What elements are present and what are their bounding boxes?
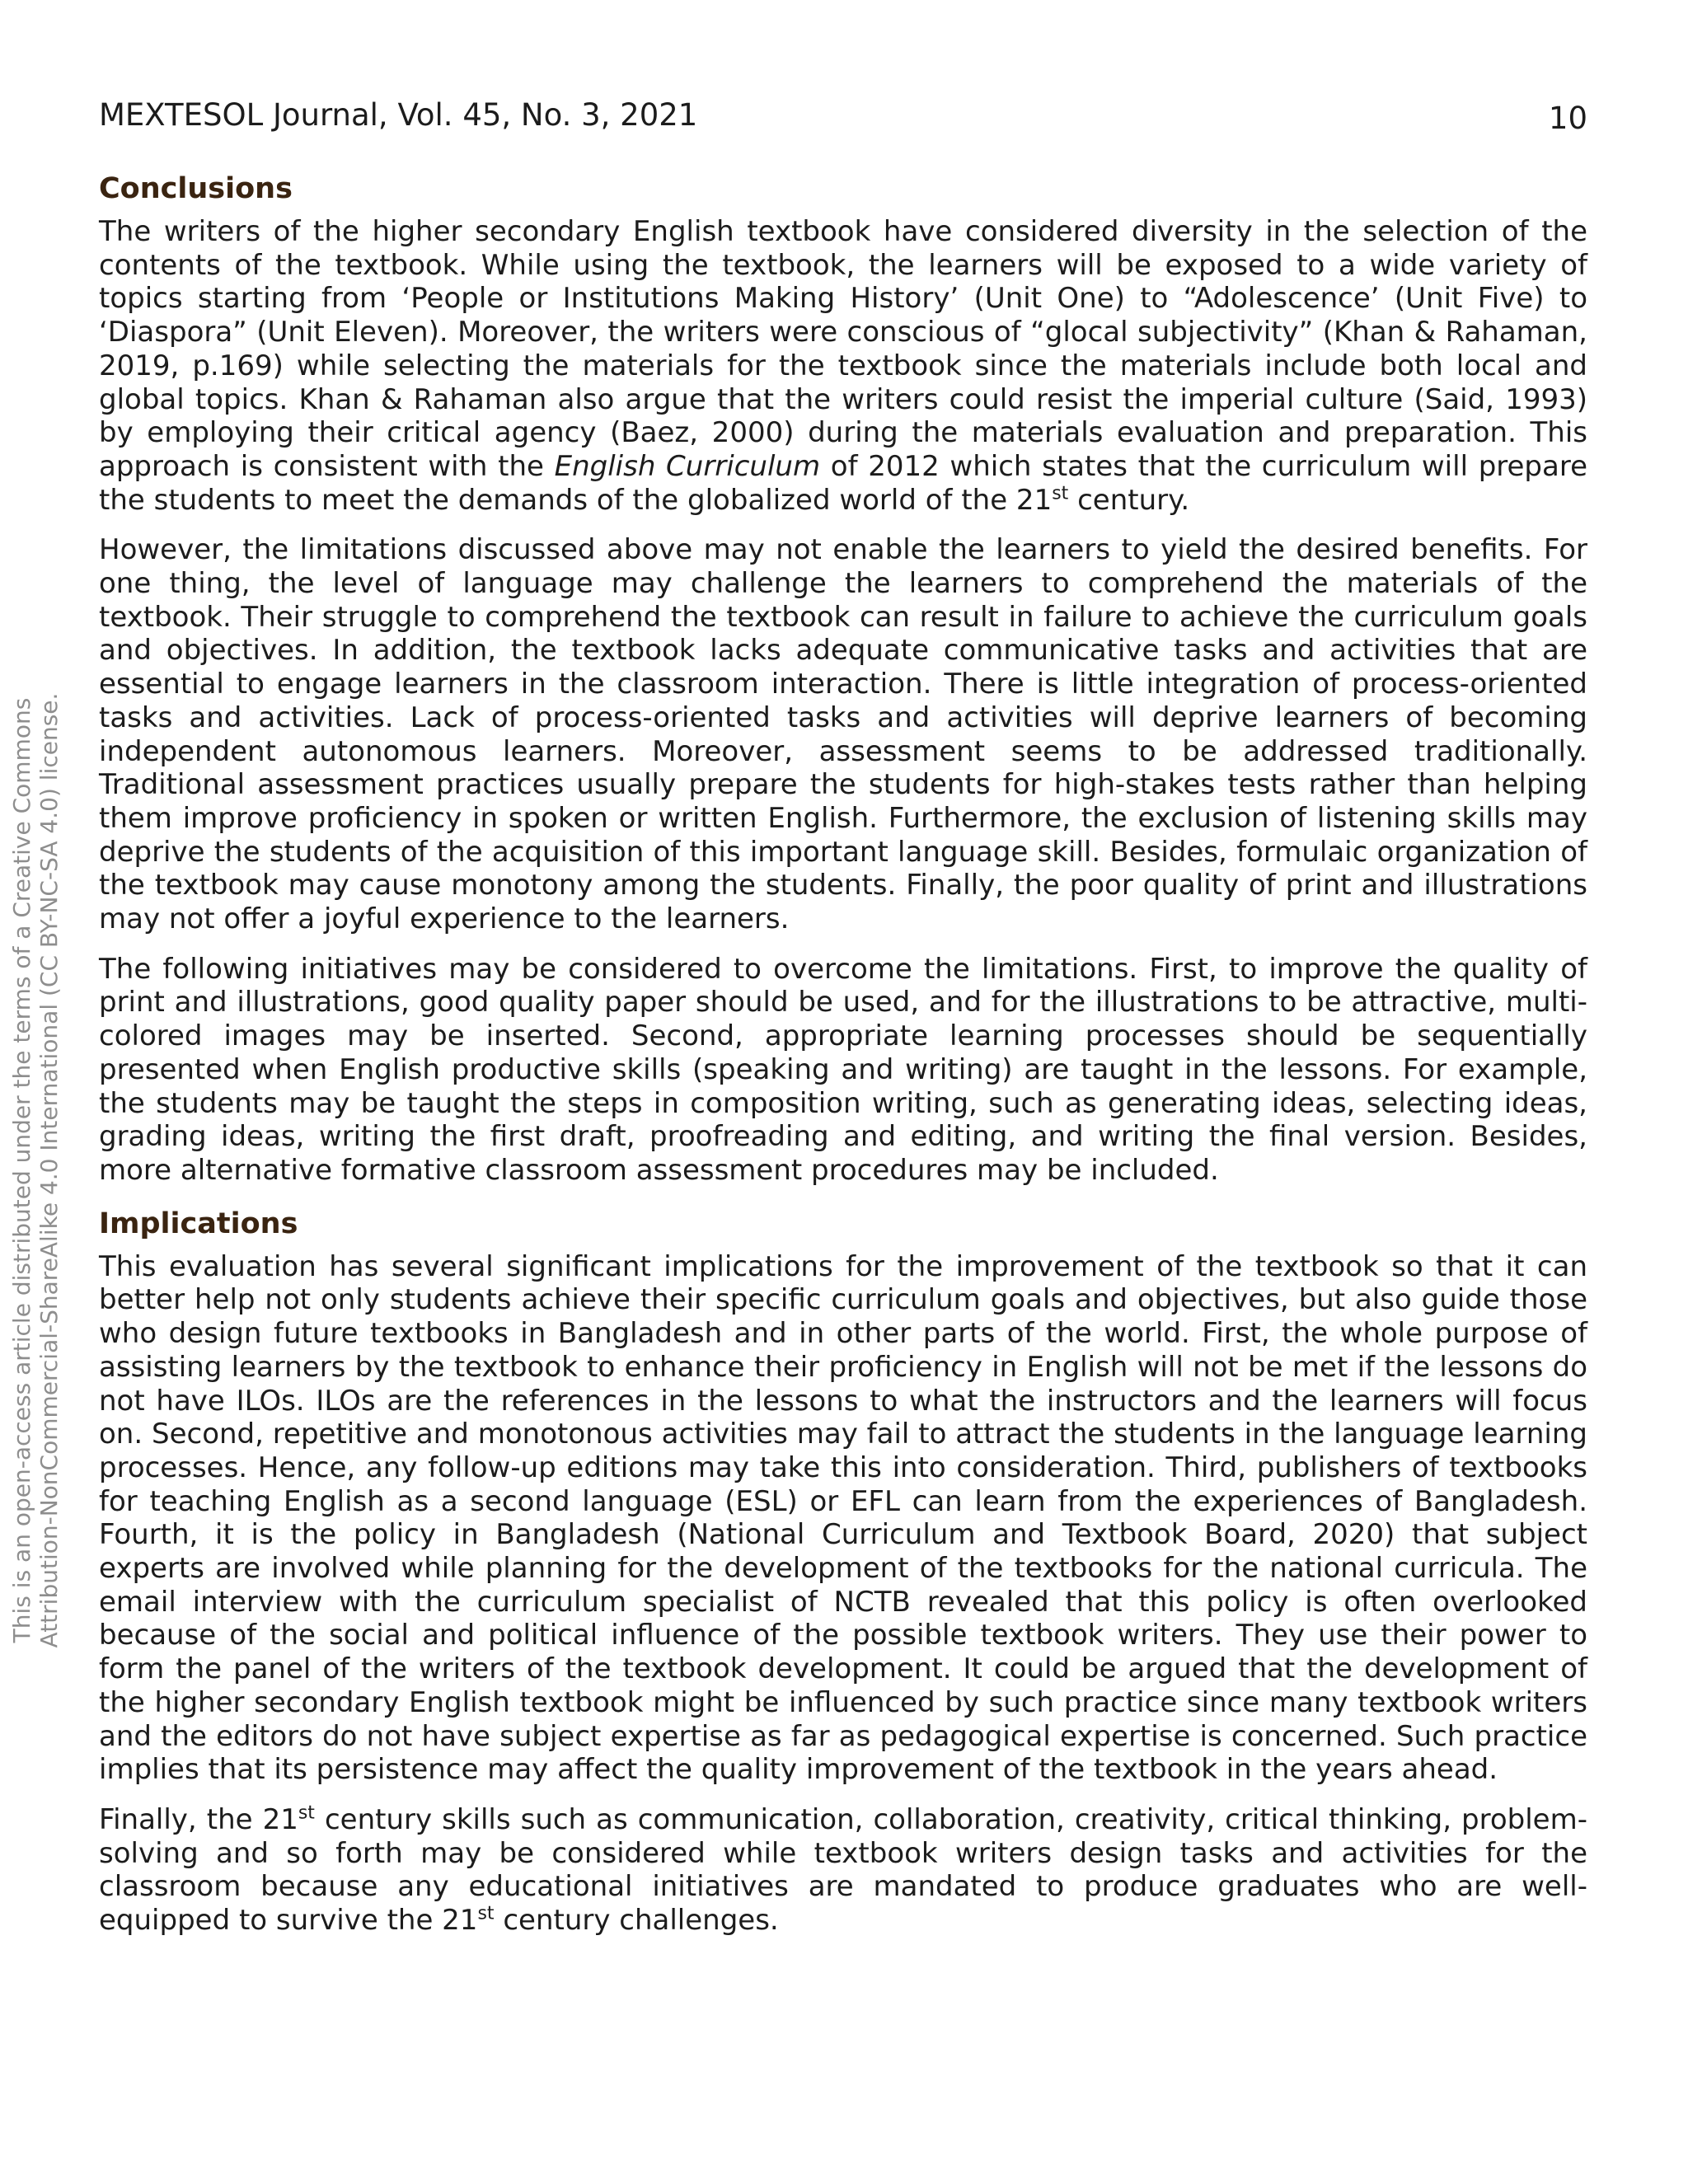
license-text: [8, 676, 63, 1665]
conclusions-heading: Conclusions: [99, 172, 293, 205]
implications-heading: Implications: [99, 1207, 298, 1240]
conclusions-paragraph-3: The following initiatives may be considered to overcome the limitations. First, to improve the quality of print and illustrations, good quality paper should be used, and for the illustrations to be attractive, multi-colored images may be inserted. Second, appropriate learning processes should be sequentially presented when English productive skills (speaking and writing) are taught in the lessons. For example, the students may be taught the steps in composition writing, such as generating ideas, selecting ideas, grading ideas, writing the first draft, proofreading and editing, and writing the final version. Besides, more alternative formative classroom assessment procedures may be included.: [99, 952, 1587, 1187]
curriculum-title: English Curriculum: [554, 449, 821, 483]
article-body: [99, 169, 1587, 1954]
implications-paragraph-2: Finally, the 21st century skills such as communication, collaboration, creativity, critical thinking, problem-solving and so forth may be considered while textbook writers design tasks and activities for the classroom because any educational initiatives are mandated to produce graduates who are well-equipped to survive the 21st century challenges.: [99, 1802, 1587, 1938]
license-line-1: This is an open-access article distributed under the terms of a Creative Commons: [8, 697, 35, 1643]
journal-citation: MEXTESOL Journal, Vol. 45, No. 3, 2021: [99, 97, 698, 133]
license-line-2: Attribution-NonCommercial-ShareAlike 4.0 International (CC BY-NC-SA 4.0) license.: [35, 692, 63, 1648]
page-number: 10: [1548, 101, 1587, 136]
conclusions-paragraph-1: The writers of the higher secondary English textbook have considered diversity in the selection of the contents of the textbook. While using the textbook, the learners will be exposed to a wide variety of topics starting from ‘People or Institutions Making History’ (Unit One) to “Adolescence’ (Unit Five) to ‘Diaspora” (Unit Eleven). Moreover, the writers were conscious of “glocal subjectivity” (Khan & Rahaman, 2019, p.169) while selecting the materials for the textbook since the materials include both local and global topics. Khan & Rahaman also argue that the writers could resist the imperial culture (Said, 1993) by employing their critical agency (Baez, 2000) during the materials evaluation and preparation. This approach is consistent with the English Curriculum of 2012 which states that the curriculum will prepare the students to meet the demands of the globalized world of the 21st century.: [99, 215, 1587, 517]
conclusions-paragraph-2: However, the limitations discussed above may not enable the learners to yield the desired benefits. For one thing, the level of language may challenge the learners to comprehend the materials of the textbook. Their struggle to comprehend the textbook can result in failure to achieve the curriculum goals and objectives. In addition, the textbook lacks adequate communicative tasks and activities that are essential to engage learners in the classroom interaction. There is little integration of process-oriented tasks and activities. Lack of process-oriented tasks and activities will deprive learners of becoming independent autonomous learners. Moreover, assessment seems to be addressed traditionally. Traditional assessment practices usually prepare the students for high-stakes tests rather than helping them improve proficiency in spoken or written English. Furthermore, the exclusion of listening skills may deprive the students of the acquisition of this important language skill. Besides, formulaic organization of the textbook may cause monotony among the students. Finally, the poor quality of print and illustrations may not offer a joyful experience to the learners.: [99, 533, 1587, 936]
implications-paragraph-1: This evaluation has several significant implications for the improvement of the textbook so that it can better help not only students achieve their specific curriculum goals and objectives, but also guide those who design future textbooks in Bangladesh and in other parts of the world. First, the whole purpose of assisting learners by the textbook to enhance their proficiency in English will not be met if the lessons do not have ILOs. ILOs are the references in the lessons to what the instructors and the learners will focus on. Second, repetitive and monotonous activities may fail to attract the students in the language learning processes. Hence, any follow-up editions may take this into consideration. Third, publishers of textbooks for teaching English as a second language (ESL) or EFL can learn from the experiences of Bangladesh. Fourth, it is the policy in Bangladesh (National Curriculum and Textbook Board, 2020) that subject experts are involved while planning for the development of the textbooks for the national curricula. The email interview with the curriculum specialist of NCTB revealed that this policy is often overlooked because of the social and political influence of the possible textbook writers. They use their power to form the panel of the writers of the textbook development. It could be argued that the development of the higher secondary English textbook might be influenced by such practice since many textbook writers and the editors do not have subject expertise as far as pedagogical expertise is concerned. Such practice implies that its persistence may affect the quality improvement of the textbook in the years ahead.: [99, 1249, 1587, 1787]
page-header: [99, 97, 1587, 143]
